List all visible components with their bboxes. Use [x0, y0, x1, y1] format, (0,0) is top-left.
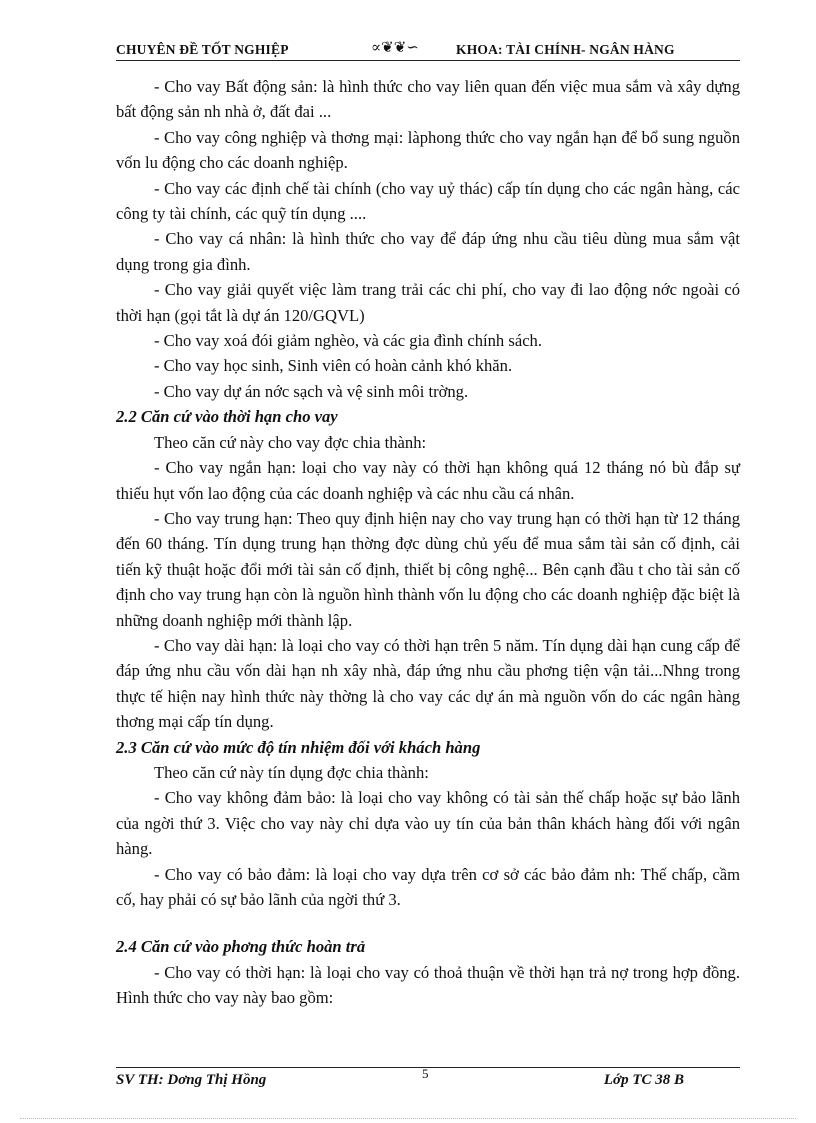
page-number: 5 — [422, 1066, 429, 1081]
paragraph: - Cho vay học sinh, Sinh viên có hoàn cảnh khó khăn. — [154, 356, 513, 376]
paragraph: - Cho vay trung hạn: Theo quy định hiện nay cho vay trung hạn có thời hạn từ 12 tháng đến 60 tháng. Tín dụng trung hạn thờng đợc dùng chủ yếu để mua sắm tài sản cố định, cải tiến kỹ thuật hoặc đổi mới tài sản cố định, thiết bị công nghệ... Bên cạnh đầu t cho tài sản cố định cho vay trung hạn còn là nguồn hình thành vốn lu động cho các doanh nghiệp đặc biệt là những doanh nghiệp mới thành lập. — [116, 508, 740, 630]
paragraph: - Cho vay xoá đói giảm nghèo, và các gia đình chính sách. — [154, 331, 543, 351]
paragraph: - Cho vay không đảm bảo: là loại cho vay không có tài sản thế chấp hoặc sự bảo lãnh của ngời thứ 3. Việc cho vay này chỉ dựa vào uy tín của bản thân khách hàng đối với ngân hàng. — [116, 788, 740, 859]
page-footer — [116, 1067, 740, 1088]
paragraph: - Cho vay có thời hạn: là loại cho vay có thoả thuận về thời hạn trả nợ trong hợp đồng. Hình thức cho vay này bao gồm: — [116, 962, 740, 1008]
section-heading-2-4: 2.4 Căn cứ vào phơng thức hoàn trả — [116, 937, 366, 957]
paragraph: Theo căn cứ này cho vay đợc chia thành: — [154, 432, 427, 452]
paragraph: - Cho vay công nghiệp và thơng mại: làphong thức cho vay ngắn hạn để bổ sung nguồn vốn lu động cho các doanh nghiệp. — [116, 127, 740, 173]
paragraph: - Cho vay Bất động sản: là hình thức cho vay liên quan đến việc mua sắm và xây dựng bất động sản nh nhà ở, đất đai ... — [116, 77, 740, 122]
header-left-title: CHUYÊN ĐỀ TỐT NGHIỆP — [116, 42, 289, 57]
paragraph: - Cho vay dài hạn: là loại cho vay có thời hạn trên 5 năm. Tín dụng dài hạn cung cấp để đáp ứng nhu cầu vốn dài hạn nh xây nhà, đáp ứng nhu cầu phơng tiện vận tải...Nhng trong thực tế hiện nay hình thức này thờng là cho vay các dự án mà nguồn vốn do các ngân hàng thơng mại cấp tín dụng. — [116, 635, 740, 732]
paragraph: - Cho vay dự án nớc sạch và vệ sinh môi trờng. — [154, 381, 469, 401]
page-body — [116, 74, 740, 1011]
paragraph: Theo căn cứ này tín dụng đợc chia thành: — [154, 762, 429, 782]
paragraph: - Cho vay các định chế tài chính (cho vay uỷ thác) cấp tín dụng cho các ngân hàng, các công ty tài chính, các quỹ tín dụng .... — [116, 178, 740, 224]
paragraph: - Cho vay ngắn hạn: loại cho vay này có thời hạn không quá 12 tháng nó bù đắp sự thiếu hụt vốn lao động của các doanh nghiệp và các nhu cầu cá nhân. — [116, 458, 740, 503]
paragraph: - Cho vay có bảo đảm: là loại cho vay dựa trên cơ sở các bảo đảm nh: Thế chấp, cầm cố, hay phải có sự bảo lãnh của ngời thứ 3. — [116, 864, 740, 909]
page-header — [116, 38, 740, 61]
footer-class: Lớp TC 38 B — [603, 1072, 684, 1088]
footer-student-name: SV TH: Dơng Thị Hồng — [116, 1072, 267, 1088]
bottom-dotted-rule — [20, 1118, 796, 1119]
section-heading-2-3: 2.3 Căn cứ vào mức độ tín nhiệm đối với khách hàng — [116, 737, 481, 757]
header-right-title: KHOA: TÀI CHÍNH- NGÂN HÀNG — [456, 42, 675, 57]
section-heading-2-2: 2.2 Căn cứ vào thời hạn cho vay — [116, 407, 338, 427]
paragraph: - Cho vay cá nhân: là hình thức cho vay để đáp ứng nhu cầu tiêu dùng mua sắm vật dụng trong gia đình. — [116, 229, 740, 274]
spacer — [116, 912, 740, 934]
paragraph: - Cho vay giải quyết việc làm trang trải các chi phí, cho vay đi lao động nớc ngoài có thời hạn (gọi tắt là dự án 120/GQVL) — [116, 280, 740, 325]
header-ornament-icon: ∝❦❦∽ — [371, 40, 419, 56]
